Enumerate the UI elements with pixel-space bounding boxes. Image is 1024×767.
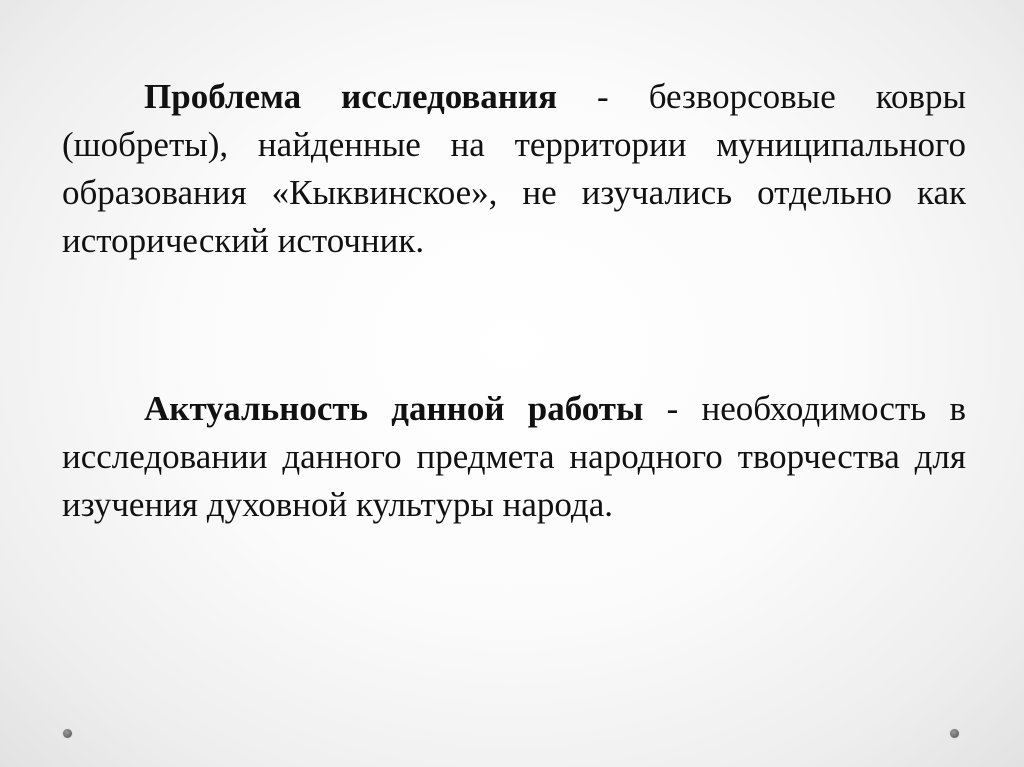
problem-paragraph bbox=[62, 73, 966, 265]
problem-text: - безворсовые ковры (шобреты), найденные на территории муниципального образования «Кыквинское», не изучались отдельно как исторический источник. bbox=[62, 77, 966, 260]
decorative-dot-left-icon bbox=[63, 729, 72, 738]
relevance-paragraph bbox=[62, 385, 966, 529]
relevance-heading: Актуальность данной работы bbox=[144, 389, 644, 428]
problem-heading: Проблема исследования bbox=[144, 77, 558, 116]
relevance-text: - необходимость в исследовании данного предмета народного творчества для изучения духовной культуры народа. bbox=[62, 389, 966, 524]
decorative-dot-right-icon bbox=[950, 729, 959, 738]
